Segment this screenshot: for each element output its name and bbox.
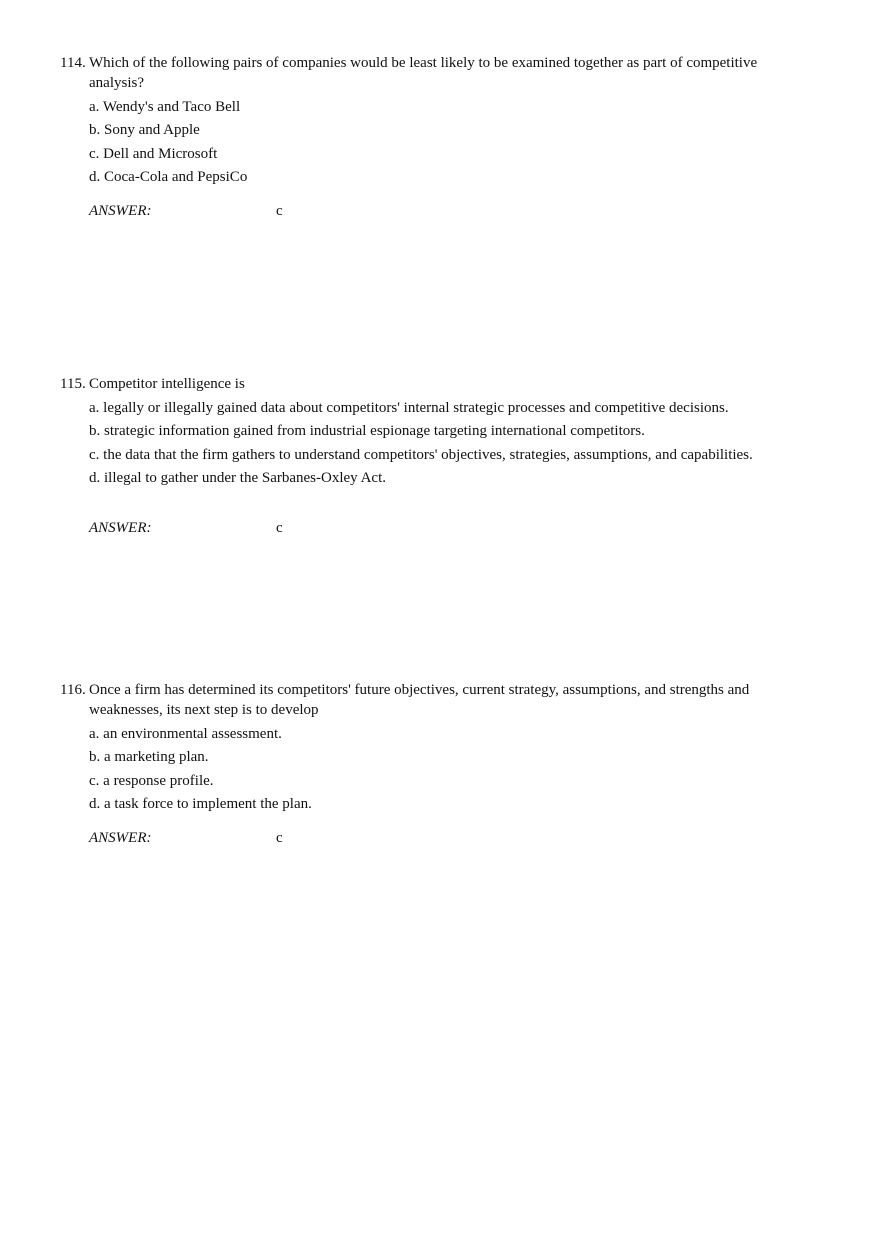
answer-value: c (276, 203, 283, 219)
answer-row (60, 518, 800, 538)
question-text: Competitor intelligence is (89, 376, 245, 392)
question-115 (60, 374, 800, 538)
option-a: a. legally or illegally gained data about competitors' internal strategic processes and competitive decisions. (89, 399, 729, 416)
option-c: c. the data that the firm gathers to understand competitors' objectives, strategies, assumptions, and capabilities. (89, 446, 753, 463)
question-stem (60, 680, 800, 720)
question-text: Once a firm has determined its competitors' future objectives, current strategy, assumptions, and strengths and weaknesses, its next step is to develop (89, 682, 750, 718)
option-b: b. a marketing plan. (89, 749, 209, 765)
answer-row (60, 828, 800, 848)
option-d: d. a task force to implement the plan. (89, 796, 312, 812)
option-c: c. Dell and Microsoft (89, 145, 218, 162)
question-stem (60, 374, 800, 394)
option-c: c. a response profile. (89, 772, 214, 789)
question-116 (60, 680, 800, 848)
options-list (60, 97, 800, 188)
question-text: Which of the following pairs of companies would be least likely to be examined together as part of competitive analysis? (89, 55, 758, 91)
option-d: d. Coca-Cola and PepsiCo (89, 169, 248, 185)
option-a: a. an environmental assessment. (89, 725, 282, 742)
answer-value: c (276, 830, 283, 846)
option-b: b. Sony and Apple (89, 122, 200, 138)
answer-label: ANSWER: (89, 203, 152, 219)
question-number: 115. (60, 376, 86, 392)
question-stem (60, 53, 800, 93)
answer-row (60, 201, 800, 221)
option-a: a. Wendy's and Taco Bell (89, 98, 241, 115)
option-b: b. strategic information gained from industrial espionage targeting international competitors. (89, 423, 645, 439)
answer-value: c (276, 520, 283, 536)
question-114 (60, 53, 800, 221)
question-number: 116. (60, 682, 86, 698)
option-d: d. illegal to gather under the Sarbanes-Oxley Act. (89, 470, 386, 486)
options-list (60, 398, 800, 489)
question-number: 114. (60, 55, 86, 71)
options-list (60, 724, 800, 815)
answer-label: ANSWER: (89, 520, 152, 536)
answer-label: ANSWER: (89, 830, 152, 846)
